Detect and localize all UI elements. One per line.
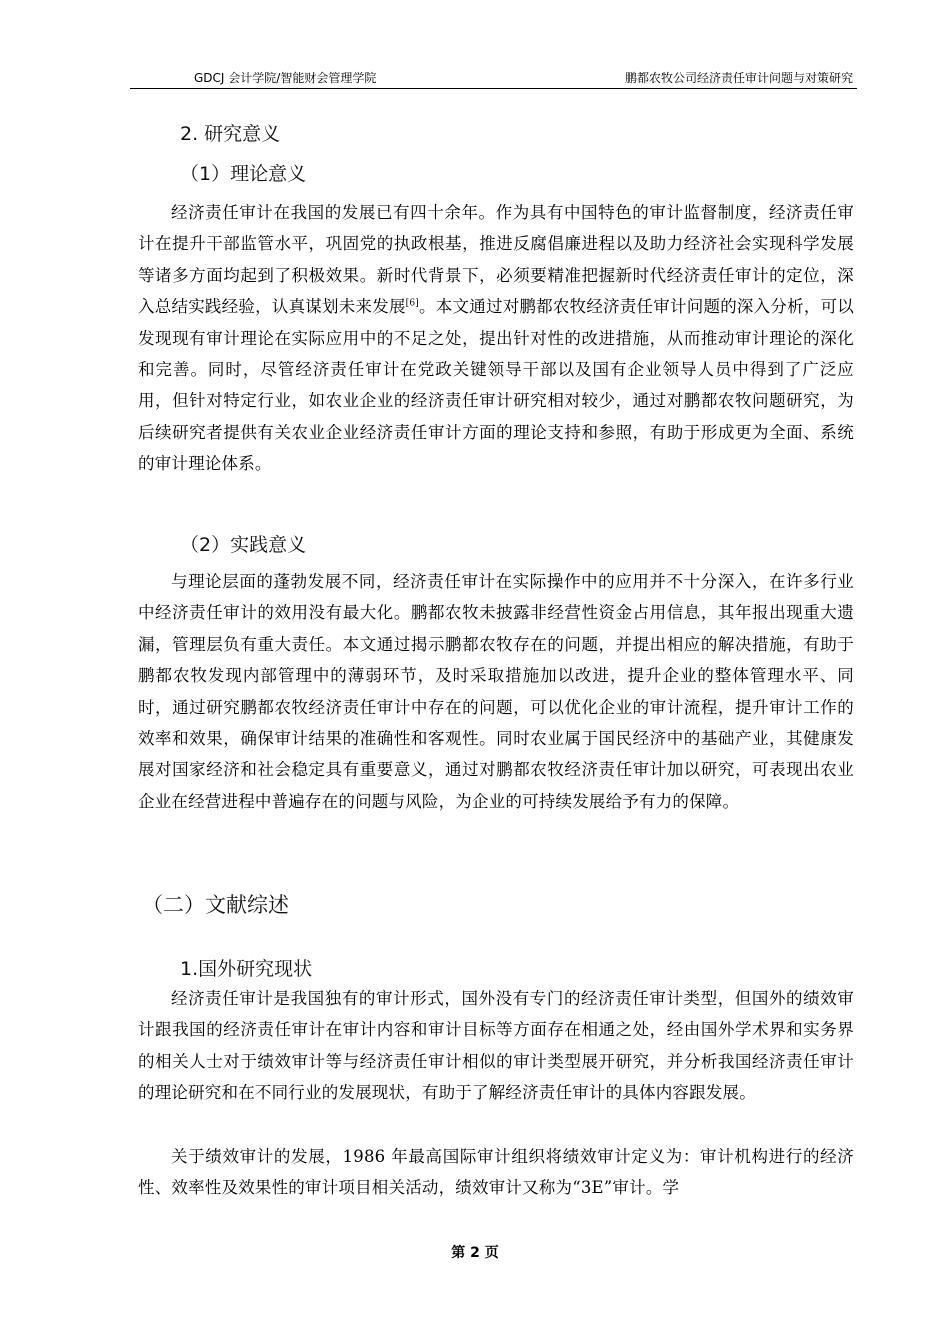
heading-practical-significance: （2）实践意义 xyxy=(180,534,307,556)
header-institution: GDCJ 会计学院/智能财会管理学院 xyxy=(194,71,377,85)
heading-literature-review: （二）文献综述 xyxy=(142,893,289,917)
heading-theoretical-significance: （1）理论意义 xyxy=(180,163,307,185)
page-header xyxy=(130,66,857,89)
paragraph-theoretical xyxy=(138,197,854,480)
page-number: 第 2 页 xyxy=(451,1245,499,1261)
paragraph-practical: 与理论层面的蓬勃发展不同，经济责任审计在实际操作中的应用并不十分深入，在许多行业中经济责任审计的效用没有最大化。鹏都农牧未披露非经营性资金占用信息，其年报出现重大遗漏，管理层负有重大责任。本文通过揭示鹏都农牧存在的问题，并提出相应的解决措施，有助于鹏都农牧发现内部管理中的薄弱环节，及时采取措施加以改进，提升企业的整体管理水平、同时，通过研究鹏都农牧经济责任审计中存在的问题，可以优化企业的审计流程，提升审计工作的效率和效果，确保审计结果的准确性和客观性。同时农业属于国民经济中的基础产业，其健康发展对国家经济和社会稳定具有重要意义，通过对鹏都农牧经济责任审计加以研究，可表现出农业企业在经营进程中普遍存在的问题与风险，为企业的可持续发展给予有力的保障。 xyxy=(138,572,854,811)
paragraph-foreign-1: 经济责任审计是我国独有的审计形式，国外没有专门的经济责任审计类型，但国外的绩效审计跟我国的经济责任审计在审计内容和审计目标等方面存在相通之处，经由国外学术界和实务界的相关人士对于绩效审计等与经济责任审计相似的审计类型展开研究，并分析我国经济责任审计的理论研究和在不同行业的发展现状，有助于了解经济责任审计的具体内容跟发展。 xyxy=(138,989,854,1103)
citation-ref: [6] xyxy=(405,298,420,309)
heading-foreign-research-status: 1.国外研究现状 xyxy=(180,958,313,980)
heading-research-significance: 2. 研究意义 xyxy=(180,123,281,145)
paragraph-foreign-2: 关于绩效审计的发展，1986 年最高国际审计组织将绩效审计定义为：审计机构进行的经济性、效率性及效果性的审计项目相关活动，绩效审计又称为“3E”审计。学 xyxy=(138,1147,854,1198)
theory-text-part2: 。本文通过对鹏都农牧经济责任审计问题的深入分析，可以发现现有审计理论在实际应用中的不足之处，提出针对性的改进措施，从而推动审计理论的深化和完善。同时，尽管经济责任审计在党政关键领导干部以及国有企业领导人员中得到了广泛应用，但针对特定行业，如农业企业的经济责任审计研究相对较少，通过对鹏都农牧问题研究，为后续研究者提供有关农业企业经济责任审计方面的理论支持和参照，有助于形成更为全面、系统的审计理论体系。 xyxy=(138,297,854,474)
header-paper-title: 鹏都农牧公司经济责任审计问题与对策研究 xyxy=(624,71,853,85)
theory-text-part1: 经济责任审计在我国的发展已有四十余年。作为具有中国特色的审计监督制度，经济责任审计在提升干部监管水平，巩固党的执政根基，推进反腐倡廉进程以及助力经济社会实现科学发展等诸多方面均起到了积极效果。新时代背景下，必须要精准把握新时代经济责任审计的定位，深入总结实践经验，认真谋划未来发展 xyxy=(138,203,854,317)
